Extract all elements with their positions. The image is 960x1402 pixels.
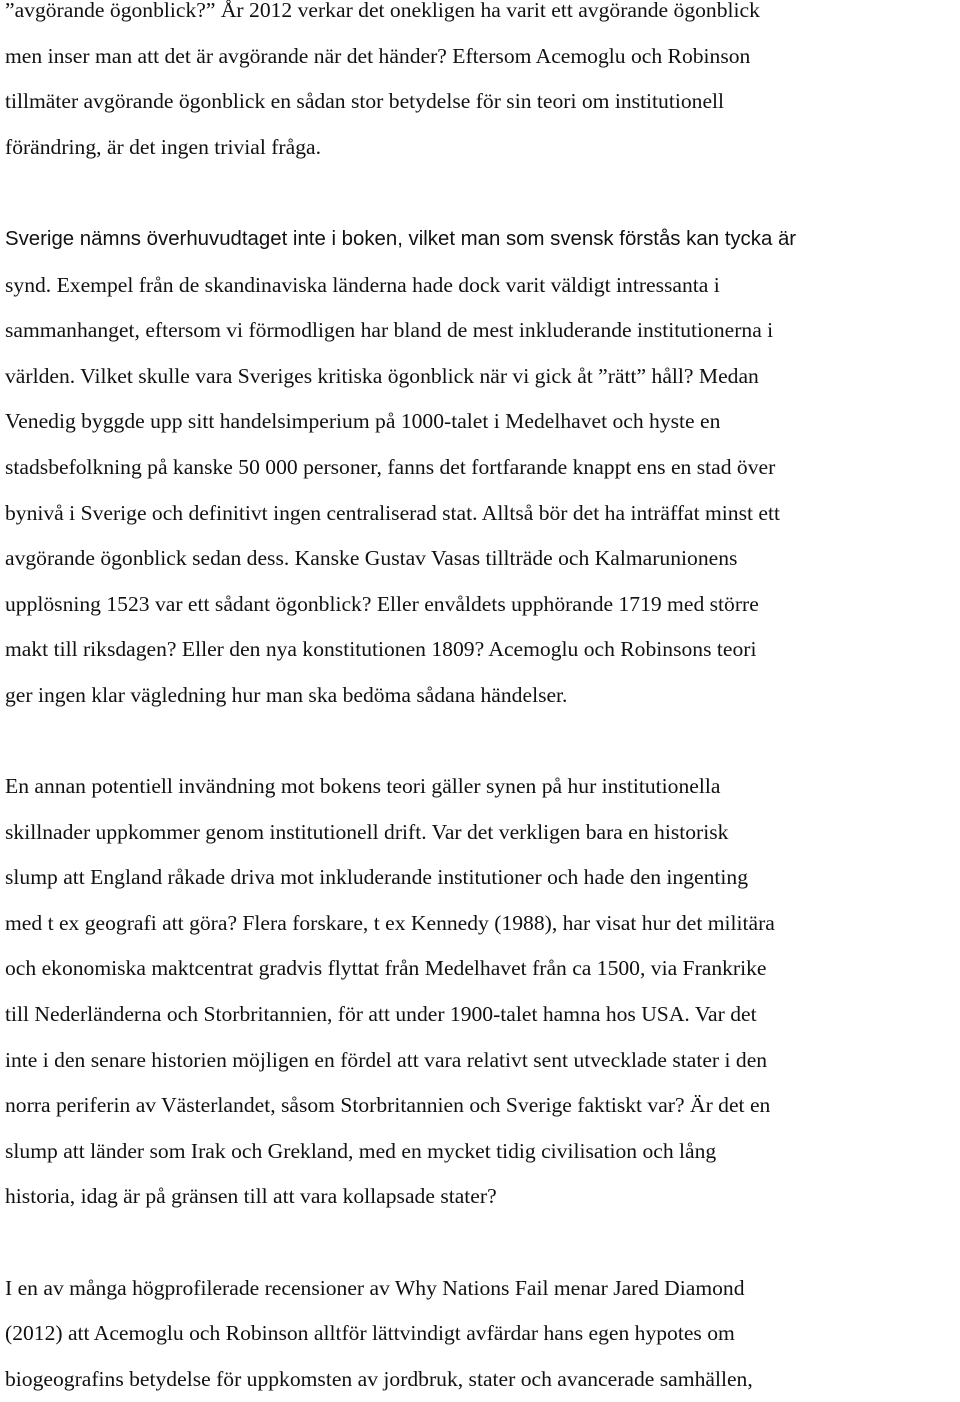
text-line: med t ex geografi att göra? Flera forskare, t ex Kennedy (1988), har visat hur det militära	[5, 910, 775, 935]
text-line: slump att länder som Irak och Grekland, med en mycket tidig civilisation och lång	[5, 1138, 717, 1163]
document-page	[5, 0, 957, 1402]
paragraph-institutional-drift	[5, 764, 957, 1220]
paragraph-sweden	[5, 216, 957, 719]
text-line: (2012) att Acemoglu och Robinson alltför lättvindigt avfärdar hans egen hypotes om	[5, 1321, 735, 1346]
text-line: I en av många högprofilerade recensioner av Why Nations Fail menar Jared Diamond	[5, 1275, 745, 1300]
text-line: bynivå i Sverige och definitivt ingen centraliserad stat. Alltså bör det ha inträffat minst ett	[5, 500, 780, 525]
text-line: avgörande ögonblick sedan dess. Kanske Gustav Vasas tillträde och Kalmarunionens	[5, 546, 738, 571]
text-line: Venedig byggde upp sitt handelsimperium på 1000-talet i Medelhavet och hyste en	[5, 409, 721, 434]
text-line: sammanhanget, eftersom vi förmodligen har bland de mest inkluderande institutionerna i	[5, 318, 774, 343]
text-line: tillmäter avgörande ögonblick en sådan stor betydelse för sin teori om institutionell	[5, 89, 725, 114]
text-line: slump att England råkade driva mot inkluderande institutioner och hade den ingenting	[5, 865, 748, 890]
text-line: men inser man att det är avgörande när det händer? Eftersom Acemoglu och Robinson	[5, 43, 751, 68]
text-line: synd. Exempel från de skandinaviska länderna hade dock varit väldigt intressanta i	[5, 272, 720, 297]
text-line: skillnader uppkommer genom institutionell drift. Var det verkligen bara en historisk	[5, 819, 729, 844]
text-line: norra periferin av Västerlandet, såsom Storbritannien och Sverige faktiskt var? Är det en	[5, 1093, 771, 1118]
text-line: stadsbefolkning på kanske 50 000 personer, fanns det fortfarande knappt ens en stad över	[5, 454, 776, 479]
paragraph-spacer	[5, 170, 957, 216]
text-line: ger ingen klar vägledning hur man ska bedöma sådana händelser.	[5, 682, 568, 707]
text-line: världen. Vilket skulle vara Sveriges kritiska ögonblick när vi gick åt ”rätt” håll? Medan	[5, 363, 759, 388]
text-line: förändring, är det ingen trivial fråga.	[5, 134, 321, 159]
text-line: till Nederländerna och Storbritannien, för att under 1900-talet hamna hos USA. Var det	[5, 1002, 757, 1027]
text-line: Sverige nämns överhuvudtaget inte i boken, vilket man som svensk förstås kan tycka är	[5, 227, 797, 250]
text-line: och ekonomiska maktcentrat gradvis flyttat från Medelhavet från ca 1500, via Frankrike	[5, 956, 767, 981]
paragraph-spacer	[5, 1220, 957, 1266]
text-line: upplösning 1523 var ett sådant ögonblick? Eller envåldets upphörande 1719 med större	[5, 591, 759, 616]
text-line: biogeografins betydelse för uppkomsten av jordbruk, stater och avancerade samhällen,	[5, 1366, 753, 1391]
text-line: En annan potentiell invändning mot bokens teori gäller synen på hur institutionella	[5, 774, 721, 799]
text-line: inte i den senare historien möjligen en fördel att vara relativt sent utvecklade stater i den	[5, 1047, 768, 1072]
text-line: ”avgörande ögonblick?” År 2012 verkar det onekligen ha varit ett avgörande ögonblick	[5, 0, 760, 22]
paragraph-spacer	[5, 719, 957, 765]
text-line: historia, idag är på gränsen till att vara kollapsade stater?	[5, 1184, 497, 1209]
text-line: makt till riksdagen? Eller den nya konstitutionen 1809? Acemoglu och Robinsons teori	[5, 637, 757, 662]
paragraph-diamond-review	[5, 1266, 957, 1402]
paragraph-critical-junctures	[5, 0, 957, 170]
